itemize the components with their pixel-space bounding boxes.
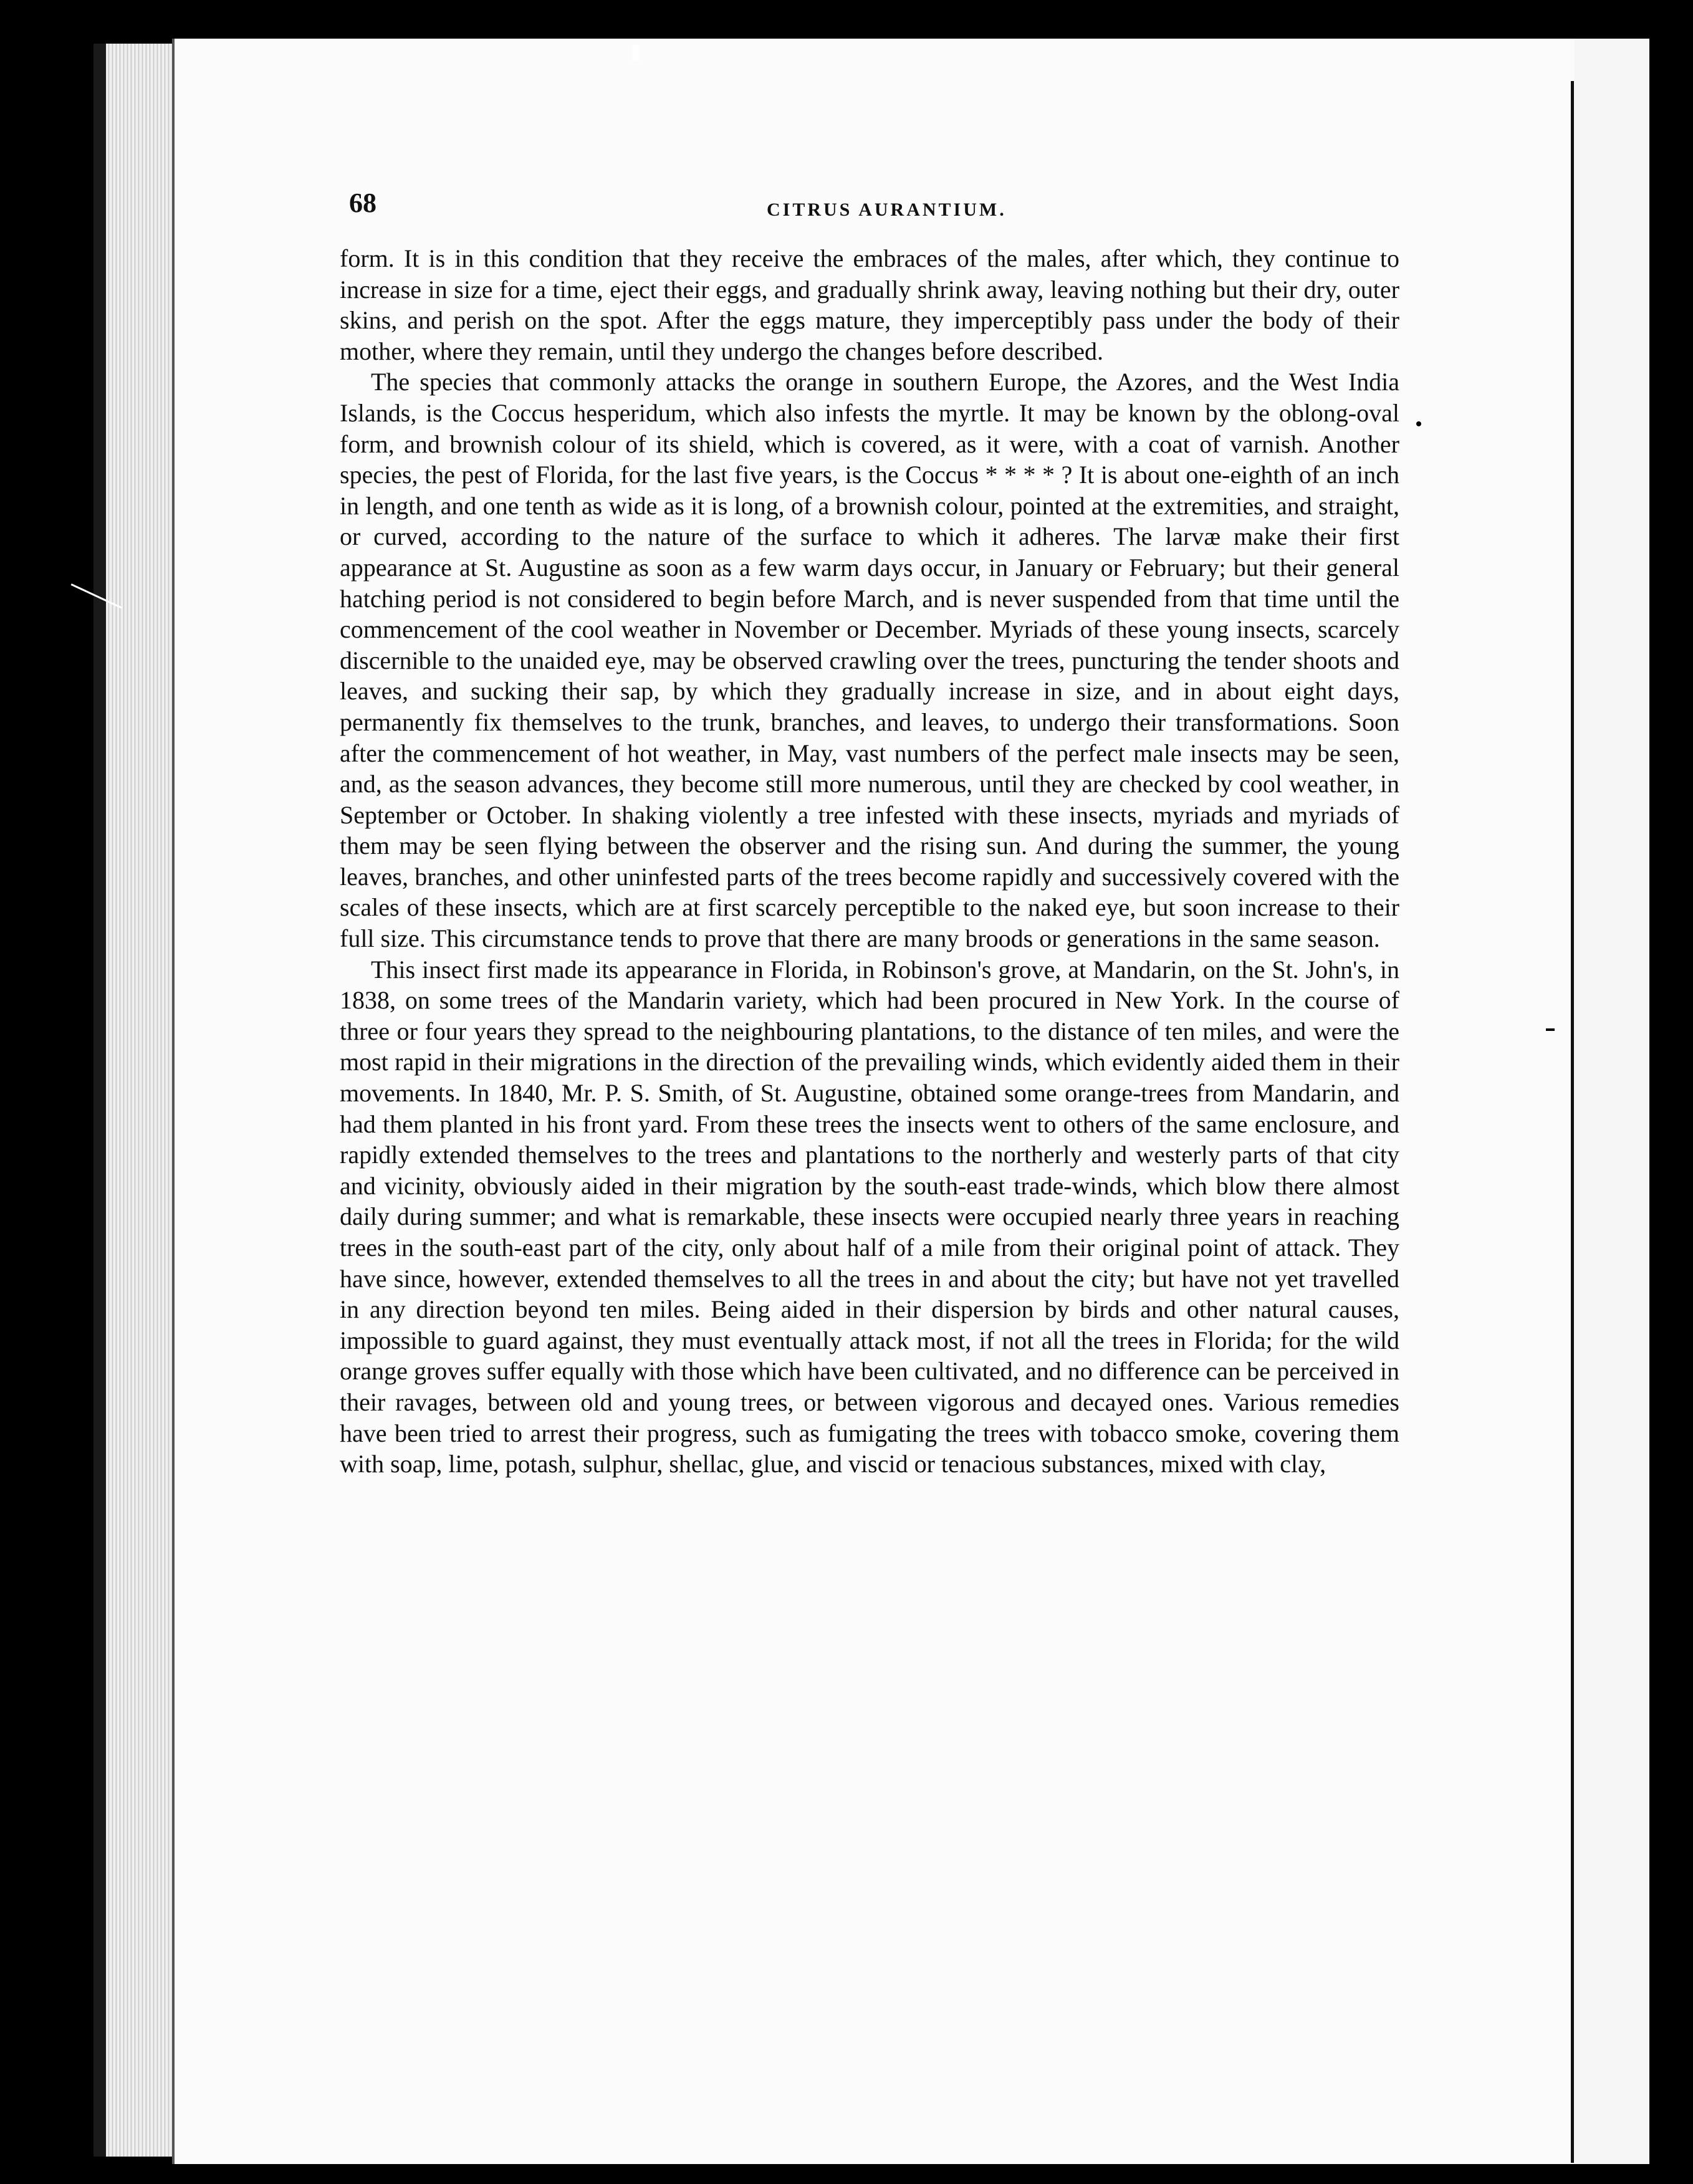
facing-page-edge [1575, 39, 1649, 2164]
page-number: 68 [349, 188, 376, 218]
margin-mark [1546, 1028, 1555, 1031]
running-head: CITRUS AURANTIUM. [767, 199, 1007, 220]
page-header [349, 187, 1409, 237]
body-text [340, 243, 1399, 1480]
page-edge-stack [106, 44, 175, 2157]
paragraph: This insect first made its appearance in Florida, in Robinson's grove, at Mandarin, on the St. John's, in 1838, on some trees of the Mandarin variety, which had been procured in New York. In the course of three or four years they spread to the neighbouring plantations, to the distance of ten miles, and were the most rapid in their migrations in the direction of the prevailing winds, which evidently aided them in their movements. In 1840, Mr. P. S. Smith, of St. Augustine, obtained some orange-trees from Mandarin, and had them planted in his front yard. From these trees the insects went to others of the same enclosure, and rapidly extended themselves to the trees and plantations to the northerly and westerly parts of that city and vicinity, obviously aided in their migration by the south-east trade-winds, which blow there almost daily during summer; and what is remarkable, these insects were occupied nearly three years in reaching trees in the south-east part of the city, only about half of a mile from their original point of attack. They have since, however, extended themselves to all the trees in and about the city; but have not yet travelled in any direction beyond ten miles. Being aided in their dispersion by birds and other natural causes, impossible to guard against, they must eventually attack most, if not all the trees in Florida; for the wild orange groves suffer equally with those which have been cultivated, and no difference can be perceived in their ravages, between old and young trees, or between vigorous and decayed ones. Various remedies have been tried to arrest their progress, such as fumigating the trees with tobacco smoke, covering them with soap, lime, potash, sulphur, shellac, glue, and viscid or tenacious substances, mixed with clay, [340, 955, 1399, 1478]
paragraph: form. It is in this condition that they receive the embraces of the males, after which, they continue to increase in size for a time, eject their eggs, and gradually shrink away, leaving nothing but their dry, outer skins, and perish on the spot. After the eggs mature, they imperceptibly pass under the body of their mother, where they remain, until they undergo the changes before described. [340, 244, 1399, 365]
scan-speck [633, 45, 639, 61]
gutter-line [1571, 81, 1574, 2163]
scan-speck [1416, 421, 1421, 426]
paragraph: The species that commonly attacks the orange in southern Europe, the Azores, and the West India Islands, is the Coccus hesperidum, which also infests the myrtle. It may be known by the oblong-oval form, and brownish colour of its shield, which is covered, as it were, with a coat of varnish. Another species, the pest of Florida, for the last five years, is the Coccus * * * * ? It is about one-eighth of an inch in length, and one tenth as wide as it is long, of a brownish colour, pointed at the extremities, and straight, or curved, according to the nature of the surface to which it adheres. The larvæ make their first appearance at St. Augustine as soon as a few warm days occur, in January or February; but their general hatching period is not considered to begin before March, and is never suspended from that time until the commencement of the cool weather in November or December. Myriads of these young insects, scarcely discernible to the unaided eye, may be observed crawling over the trees, puncturing the tender shoots and leaves, and sucking their sap, by which they gradually increase in size, and in about eight days, permanently fix themselves to the trunk, branches, and leaves, to undergo their transformations. Soon after the commencement of hot weather, in May, vast numbers of the perfect male insects may be seen, and, as the season advances, they become still more numerous, until they are checked by cool weather, in September or October. In shaking violently a tree infested with these insects, myriads and myriads of them may be seen flying between the observer and the rising sun. And during the summer, the young leaves, branches, and other uninfested parts of the trees become rapidly and successively covered with the scales of these insects, which are at first scarcely perceptible to the naked eye, but soon increase to their full size. This circumstance tends to prove that there are many broods or generations in the same season. [340, 368, 1399, 953]
